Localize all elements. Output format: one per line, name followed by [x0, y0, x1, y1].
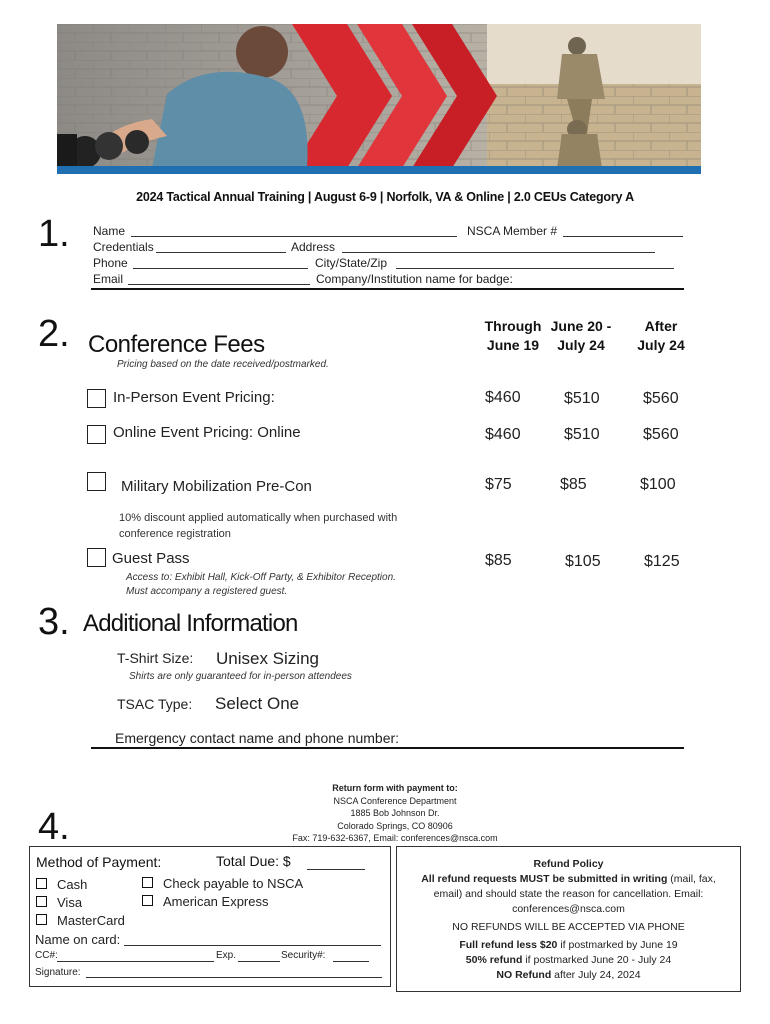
address-input-line[interactable]	[342, 252, 655, 253]
payment-option-visa[interactable]: Visa	[36, 895, 82, 910]
city-input-line[interactable]	[396, 268, 674, 269]
military-discount-note: 10% discount applied automatically when purchased with conference registration	[119, 512, 398, 540]
total-due-label: Total Due: $	[216, 853, 291, 869]
mastercard-checkbox-icon	[36, 914, 47, 925]
hero-banner	[57, 24, 701, 174]
member-label: NSCA Member #	[467, 224, 558, 238]
payment-option-check[interactable]: Check payable to NSCA	[142, 876, 303, 891]
banner-illustration	[57, 24, 701, 174]
email-label: Email	[93, 272, 124, 286]
return-address-block: Return form with payment to: NSCA Conference Department 1885 Bob Johnson Dr. Colorado Springs, CO 80906 Fax: 719-632-6367, Email: conferences@nsca.com	[292, 783, 498, 843]
signature-label: Signature:	[35, 967, 81, 978]
guest-price-2: $105	[565, 553, 601, 570]
payment-option-cash[interactable]: Cash	[36, 877, 87, 892]
name-on-card-label: Name on card:	[35, 932, 121, 947]
check-checkbox-icon	[142, 877, 153, 888]
credentials-input-line[interactable]	[156, 252, 286, 253]
online-label: Online Event Pricing: Online	[113, 424, 301, 441]
refund-policy-box	[396, 846, 741, 992]
in-person-price-3: $560	[643, 390, 679, 407]
company-input-line[interactable]	[91, 288, 684, 290]
guest-pass-note: Access to: Exhibit Hall, Kick-Off Party, & Exhibitor Reception. Must accompany a registered guest.	[126, 572, 396, 597]
in-person-checkbox[interactable]	[87, 389, 106, 408]
payment-option-amex[interactable]: American Express	[142, 894, 268, 909]
company-label: Company/Institution name for badge:	[316, 272, 513, 286]
military-price-3: $100	[640, 476, 676, 493]
payment-box	[29, 846, 391, 987]
section-number-2: 2.	[38, 313, 70, 355]
conference-fees-title: Conference Fees	[88, 331, 265, 358]
cash-checkbox-icon	[36, 878, 47, 889]
phone-input-line[interactable]	[133, 268, 308, 269]
tsac-label: TSAC Type:	[117, 696, 193, 712]
emergency-contact-input-line[interactable]	[91, 747, 684, 749]
guest-price-3: $125	[644, 553, 680, 570]
refund-policy-text: Refund Policy All refund requests MUST be submitted in writing (mail, fax, email) and should state the reason for cancellation. Email: conferences@nsca.com NO REFUNDS WILL BE ACCEPTED VIA PHONE Full refund less $20 if postmarked by June 19 50% refund if postmarked June 20 - July 24 NO Refund after July 24, 2024	[397, 857, 740, 983]
online-price-1: $460	[485, 426, 521, 443]
section-number-4: 4.	[38, 806, 70, 848]
in-person-label: In-Person Event Pricing:	[113, 389, 275, 406]
military-price-2: $85	[560, 476, 587, 493]
member-input-line[interactable]	[563, 236, 683, 237]
name-input-line[interactable]	[131, 236, 457, 237]
tsac-type-select[interactable]: Select One	[215, 694, 300, 713]
price-header-3: After July 24	[637, 318, 685, 353]
online-price-3: $560	[643, 426, 679, 443]
method-of-payment-label: Method of Payment:	[36, 854, 162, 870]
address-label: Address	[291, 240, 336, 254]
tshirt-size-select[interactable]: Unisex Sizing	[216, 649, 319, 668]
tshirt-note: Shirts are only guaranteed for in-person attendees	[129, 671, 352, 682]
emergency-contact-label: Emergency contact name and phone number:	[115, 730, 400, 746]
signature-input-line[interactable]	[86, 977, 382, 978]
phone-label: Phone	[93, 256, 128, 270]
exp-input-line[interactable]	[238, 961, 280, 962]
price-header-1: Through June 19	[484, 318, 542, 353]
price-header-2: June 20 - July 24	[550, 318, 612, 353]
name-on-card-input-line[interactable]	[124, 945, 381, 946]
amex-checkbox-icon	[142, 895, 153, 906]
tshirt-label: T-Shirt Size:	[117, 650, 194, 666]
security-label: Security#:	[281, 950, 326, 961]
section-number-1: 1.	[38, 213, 70, 255]
event-headline: 2024 Tactical Annual Training | August 6-9 | Norfolk, VA & Online | 2.0 CEUs Category A	[136, 190, 634, 204]
email-input-line[interactable]	[128, 284, 310, 285]
guest-pass-checkbox[interactable]	[87, 548, 106, 567]
in-person-price-1: $460	[485, 389, 521, 406]
section-number-3: 3.	[38, 601, 70, 643]
guest-price-1: $85	[485, 552, 512, 569]
security-input-line[interactable]	[333, 961, 369, 962]
military-label: Military Mobilization Pre-Con	[121, 478, 312, 495]
payment-option-mastercard[interactable]: MasterCard	[36, 913, 125, 928]
refund-policy-title: Refund Policy	[533, 858, 604, 870]
in-person-price-2: $510	[564, 390, 600, 407]
credentials-label: Credentials	[93, 240, 154, 254]
pricing-note: Pricing based on the date received/postmarked.	[117, 359, 329, 370]
cc-input-line[interactable]	[57, 961, 214, 962]
online-price-2: $510	[564, 426, 600, 443]
exp-label: Exp.	[216, 950, 237, 961]
additional-info-title: Additional Information	[83, 610, 298, 637]
guest-pass-label: Guest Pass	[112, 550, 190, 567]
military-price-1: $75	[485, 476, 512, 493]
city-label: City/State/Zip	[315, 256, 388, 270]
online-checkbox[interactable]	[87, 425, 106, 444]
military-checkbox[interactable]	[87, 472, 106, 491]
visa-checkbox-icon	[36, 896, 47, 907]
name-label: Name	[93, 224, 126, 238]
cc-label: CC#:	[35, 950, 58, 961]
total-due-input-line[interactable]	[307, 869, 365, 870]
